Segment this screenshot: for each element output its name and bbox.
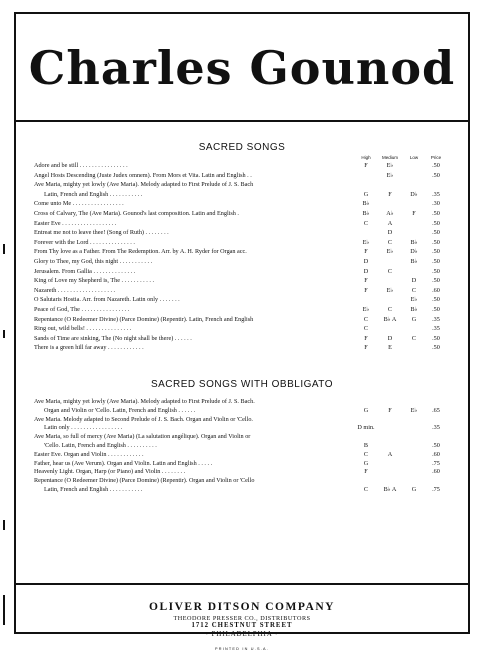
song-title: Angel Hosts Descending (Juste Judex omnem). From Mors et Vita. Latin and English . . xyxy=(34,171,252,179)
song-medium: A♭ xyxy=(386,210,394,217)
binding-mark xyxy=(3,244,5,254)
song-medium: A xyxy=(387,219,393,227)
song-high: B♭ xyxy=(362,210,370,217)
song-price: .50 xyxy=(432,210,440,217)
publisher-address: 1712 CHESTNUT STREET xyxy=(191,622,293,629)
song-medium: C xyxy=(387,238,393,246)
song-medium: B♭ A xyxy=(383,486,397,493)
song-title: Sands of Time are sinking, The (No night shall be there) . . . . . . xyxy=(34,334,192,342)
song-medium: E♭ xyxy=(386,286,394,294)
song-medium: E♭ xyxy=(386,162,394,169)
song-high: G xyxy=(363,406,369,414)
song-price: .50 xyxy=(432,296,440,304)
publisher-divider xyxy=(14,583,470,585)
song-low: D♭ xyxy=(410,190,418,198)
song-low: G xyxy=(411,486,417,493)
song-title: Forever with the Lord . . . . . . . . . . . . . . . xyxy=(34,238,135,246)
song-price: .50 xyxy=(432,306,440,313)
song-high: F xyxy=(364,277,368,285)
song-high: E♭ xyxy=(362,238,370,246)
song-price: .50 xyxy=(432,277,440,285)
song-low: D xyxy=(411,277,417,285)
song-medium: C xyxy=(387,306,393,313)
song-price: .75 xyxy=(432,486,440,493)
song-price: .50 xyxy=(432,334,440,342)
song-title: Entreat me not to leave thee! (Song of Ruth) . . . . . . . . xyxy=(34,229,169,237)
song-title: From Thy love as a Father. From The Redemption. Arr. by A. H. Ryder for Organ acc. xyxy=(34,248,247,256)
song-high: E♭ xyxy=(362,306,370,313)
song-price: .50 xyxy=(432,442,440,449)
song-medium: D xyxy=(387,229,393,237)
song-high: C xyxy=(363,325,369,333)
song-high: F xyxy=(364,468,368,476)
song-low: B♭ xyxy=(410,306,418,313)
song-low: B♭ xyxy=(410,258,418,265)
song-title: Latin only . . . . . . . . . . . . . . . . . xyxy=(44,424,123,432)
publisher-city: • PHILADELPHIA • xyxy=(205,631,279,638)
song-price: .60 xyxy=(432,468,440,476)
song-high: G xyxy=(363,190,369,198)
song-medium: F xyxy=(388,406,392,414)
song-price: .50 xyxy=(432,229,440,237)
song-title: Ave Maria, so full of mercy (Ave Maria) (La salutation angélique). Organ and Violin or xyxy=(34,433,251,441)
song-title: Easter Eve . . . . . . . . . . . . . . . . . . xyxy=(34,219,117,227)
song-row xyxy=(34,344,452,355)
song-title: Organ and Violin or 'Cello. Latin, French and English . . . . . . xyxy=(44,406,196,414)
song-price: .35 xyxy=(432,325,440,333)
song-title: Ave Maria, mighty yet lowly (Ave Maria). Melody adapted to First Prelude of J. S. Bach xyxy=(34,181,254,189)
song-price: .50 xyxy=(432,248,440,256)
song-title: Glory to Thee, my God, this night . . . . . . . . . . . xyxy=(34,258,153,265)
col-medium: Medium xyxy=(381,155,398,160)
song-price: .35 xyxy=(432,315,440,323)
song-title: Repentance (O Redeemer Divine) (Parce Domine) (Repentir). Organ and Violin or 'Cello xyxy=(34,477,255,485)
song-title: Latin, French and English . . . . . . . . . . . xyxy=(44,486,143,493)
song-high: D xyxy=(363,267,369,275)
song-title: 'Cello. Latin, French and English . . . . . . . . . . xyxy=(44,442,157,449)
song-high: F xyxy=(364,162,368,169)
song-row xyxy=(44,486,462,497)
song-title: Heavenly Light. Organ, Harp (or Piano) and Violin . . . . . . . . xyxy=(34,468,186,476)
song-price: .65 xyxy=(432,406,440,414)
song-medium: B♭ A xyxy=(383,315,397,323)
song-title: O Salutaris Hostia. Arr. from Nazareth. Latin only . . . . . . . xyxy=(34,296,180,304)
song-price: .35 xyxy=(432,424,440,432)
song-title: Adore and be still . . . . . . . . . . . . . . . . xyxy=(34,162,128,169)
composer-title: Charles Gounod xyxy=(28,41,456,95)
song-high: F xyxy=(364,248,368,256)
song-low: B♭ xyxy=(410,238,418,246)
song-medium: E xyxy=(388,344,392,352)
song-price: .50 xyxy=(432,238,440,246)
sacred-songs-heading: SACRED SONGS xyxy=(198,142,286,153)
song-high: F xyxy=(364,344,368,352)
col-price: Price xyxy=(430,155,442,160)
song-title: There is a green hill far away . . . . . . . . . . . . xyxy=(34,344,144,352)
song-medium: A xyxy=(387,450,393,458)
song-title: Ave Maria. Melody adapted to Second Prelude of J. S. Bach. Organ and Violin or 'Cello. xyxy=(34,415,253,423)
song-low: D♭ xyxy=(410,248,418,256)
song-low: C xyxy=(411,286,417,294)
song-price: .50 xyxy=(432,162,440,169)
song-price: .60 xyxy=(432,286,440,294)
song-title: Come unto Me . . . . . . . . . . . . . . . . . xyxy=(34,200,124,208)
publisher-name: OLIVER DITSON COMPANY xyxy=(149,601,335,613)
song-low: F xyxy=(412,210,416,217)
song-high: C xyxy=(363,450,369,458)
song-low: G xyxy=(411,315,417,323)
song-high: G xyxy=(363,459,369,467)
song-price: .30 xyxy=(432,200,440,208)
song-title: Peace of God, The . . . . . . . . . . . . . . . . xyxy=(34,306,130,313)
song-price: .50 xyxy=(432,219,440,227)
song-high: C xyxy=(363,486,369,493)
song-high: C xyxy=(363,219,369,227)
binding-mark xyxy=(3,330,5,338)
song-high: B♭ xyxy=(362,200,370,208)
song-high: F xyxy=(364,286,368,294)
song-title: Ave Maria, mighty yet lowly (Ave Maria). Melody adapted to First Prelude of J. S. Bach. xyxy=(34,398,255,405)
song-title: Nazareth . . . . . . . . . . . . . . . . . . . xyxy=(34,286,116,294)
song-high: C xyxy=(363,315,369,323)
song-medium: D xyxy=(387,334,393,342)
song-price: .50 xyxy=(432,258,440,265)
col-low: Low xyxy=(409,155,419,160)
col-high: High xyxy=(361,155,371,160)
song-title: Jerusalem. From Gallia . . . . . . . . . . . . . . xyxy=(34,267,136,275)
song-price: .50 xyxy=(432,267,440,275)
song-medium: E♭ xyxy=(386,171,394,179)
song-title: Cross of Calvary, The (Ave Maria). Gounod's last composition. Latin and English . xyxy=(34,210,239,217)
song-price: .35 xyxy=(432,190,440,198)
song-price: .60 xyxy=(432,450,440,458)
song-high: D min. xyxy=(357,424,375,432)
song-title: Latin, French and English . . . . . . . . . . . xyxy=(44,190,143,198)
song-high: F xyxy=(364,334,368,342)
song-medium: E♭ xyxy=(386,248,394,256)
binding-mark xyxy=(3,595,5,625)
song-title: Father, hear us (Ave Verum). Organ and Violin. Latin and English . . . . . xyxy=(34,459,213,467)
song-medium: C xyxy=(387,267,393,275)
publisher-distributors: THEODORE PRESSER CO., DISTRIBUTORS xyxy=(173,615,311,622)
song-high: D xyxy=(363,258,369,265)
song-medium: F xyxy=(388,190,392,198)
song-title: Repentance (O Redeemer Divine) (Parce Domine) (Repentir). Latin, French and English xyxy=(34,315,254,323)
song-low: E♭ xyxy=(410,406,418,414)
song-title: King of Love my Shepherd is, The . . . . . . . . . . . xyxy=(34,277,155,285)
obbligato-heading: SACRED SONGS WITH OBBLIGATO xyxy=(150,379,334,390)
song-price: .75 xyxy=(432,459,440,467)
song-price: .50 xyxy=(432,171,440,179)
binding-mark xyxy=(3,520,5,530)
song-low: E♭ xyxy=(410,296,418,304)
title-divider xyxy=(14,120,470,122)
song-title: Ring out, wild bells! . . . . . . . . . . . . . . . xyxy=(34,325,132,333)
song-title: Easter Eve. Organ and Violin . . . . . . . . . . . . xyxy=(34,450,144,458)
song-high: B xyxy=(363,442,369,449)
song-price: .50 xyxy=(432,344,440,352)
printed-note: PRINTED IN U.S.A. xyxy=(215,647,269,651)
song-low: C xyxy=(411,334,417,342)
